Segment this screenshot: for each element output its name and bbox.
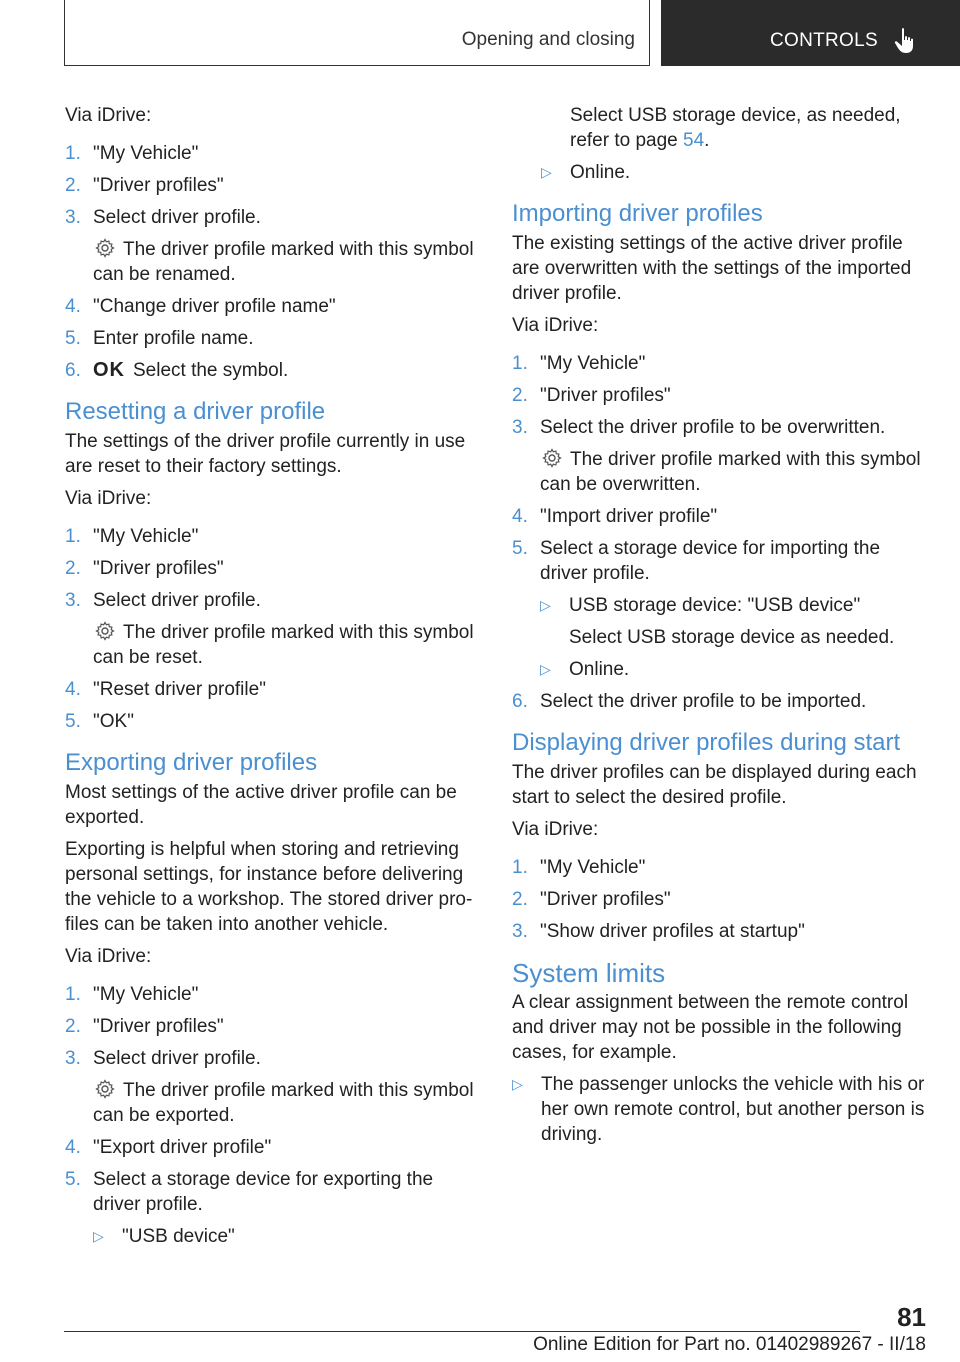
list-item: 2. "Driver profiles" [512, 385, 671, 406]
list-item: 1. "My Vehicle" [65, 984, 199, 1005]
list-item: 4. "Import driver profile" [512, 506, 718, 527]
rename-note: The driver profile marked with this symbol can be renamed. [93, 239, 474, 285]
import-sub-options [540, 593, 932, 618]
page-number: 81 [897, 1302, 926, 1332]
list-item: 3. Select driver profile. [65, 590, 261, 611]
footer-divider [64, 1331, 860, 1332]
rename-steps [65, 141, 485, 230]
pointing-hand-icon [893, 27, 919, 55]
header-chapter-title: CONTROLS [770, 30, 878, 51]
list-item: 4. "Change driver profile name" [65, 296, 336, 317]
list-item: 4. "Export driver profile" [65, 1137, 272, 1158]
header-section-title: Opening and closing [461, 29, 635, 50]
import-note: The driver profile marked with this symbol can be overwritten. [540, 449, 921, 495]
list-item: 5. Select a storage device for importing the driver profile. ▷ USB storage device: "USB device" Select USB storage device as needed. ▷ Online. [512, 536, 932, 682]
via-idrive-label: Via iDrive: [65, 105, 152, 126]
limits-bullets [512, 1072, 932, 1147]
export-intro-1: Most settings of the active driver profile can be exported. [65, 782, 457, 828]
gear-icon [95, 238, 115, 258]
import-sub-options-2 [540, 657, 932, 682]
via-idrive-label: Via iDrive: [65, 488, 152, 509]
reset-note: The driver profile marked with this symbol can be reset. [93, 622, 474, 668]
list-item: 2. "Driver profiles" [65, 1016, 224, 1037]
left-column [65, 103, 485, 1256]
rename-steps-continued [65, 294, 485, 383]
triangle-right-icon: ▷ [512, 1076, 523, 1092]
reset-intro: The settings of the driver profile currently in use are reset to their factory settings. [65, 431, 466, 477]
list-item: 2. "Driver profiles" [65, 558, 224, 579]
list-item: ▷ Online. [541, 162, 631, 183]
reset-steps-continued [65, 677, 485, 734]
export-note: The driver profile marked with this symbol can be exported. [93, 1080, 474, 1126]
via-idrive-label: Via iDrive: [512, 819, 599, 840]
list-item: 4. "Reset driver profile" [65, 679, 266, 700]
triangle-right-icon: ▷ [93, 1228, 104, 1244]
list-item: 1. "My Vehicle" [65, 143, 199, 164]
triangle-right-icon: ▷ [540, 661, 551, 677]
list-item: 6. Select the driver profile to be imported. [512, 691, 867, 712]
export-steps [65, 982, 485, 1071]
display-steps [512, 855, 932, 944]
list-item: ▷ "USB device" [93, 1226, 235, 1247]
footer-edition: Online Edition for Part no. 01402989267 - II/18 [533, 1334, 926, 1355]
continued-usb-note: Select USB storage device, as needed, refer to page 54. [570, 105, 901, 151]
limits-intro: A clear assignment between the remote control and driver may not be possible in the following cases, for example. [512, 992, 909, 1063]
list-item: 3. "Show driver profiles at startup" [512, 921, 805, 942]
via-idrive-label: Via iDrive: [65, 946, 152, 967]
gear-icon [542, 448, 562, 468]
reset-steps [65, 524, 485, 613]
list-item: 1. "My Vehicle" [512, 353, 646, 374]
list-item: 3. Select driver profile. [65, 1048, 261, 1069]
import-sub-note: Select USB storage device as needed. [569, 627, 895, 648]
display-heading: Displaying driver profiles during start [512, 729, 901, 756]
list-item: 3. Select the driver profile to be overwritten. [512, 417, 886, 438]
triangle-right-icon: ▷ [540, 597, 551, 613]
list-item: ▷ USB storage device: "USB device" [540, 595, 861, 616]
import-intro: The existing settings of the active driver profile are overwritten with the settings of the imported driver profile. [512, 233, 912, 304]
reset-heading: Resetting a driver profile [65, 398, 326, 425]
ok-icon: OK [93, 359, 125, 381]
list-item: 1. "My Vehicle" [512, 857, 646, 878]
list-item: 5. "OK" [65, 711, 134, 732]
right-column [512, 103, 932, 1154]
limits-heading: System limits [512, 958, 666, 988]
display-intro: The driver profiles can be displayed during each start to select the desired profile. [512, 762, 917, 808]
import-steps [512, 351, 932, 440]
triangle-right-icon: ▷ [541, 164, 552, 180]
import-steps-continued [512, 504, 932, 714]
export-steps-continued [65, 1135, 485, 1249]
export-intro-2: Exporting is helpful when storing and retrieving personal settings, for instance before delivering the vehicle to a workshop. The stored driver pro‐ files can be taken into another vehicle. [65, 839, 473, 935]
gear-icon [95, 1079, 115, 1099]
export-sub-options [93, 1224, 485, 1249]
list-item: 1. "My Vehicle" [65, 526, 199, 547]
list-item: ▷ The passenger unlocks the vehicle with his or her own remote control, but another person is driving. [512, 1074, 925, 1145]
list-item: ▷ Online. [540, 659, 630, 680]
export-heading: Exporting driver profiles [65, 749, 318, 776]
import-heading: Importing driver profiles [512, 200, 763, 227]
list-item: 3. Select driver profile. [65, 207, 261, 228]
gear-icon [95, 621, 115, 641]
list-item: 5. Enter profile name. [65, 328, 254, 349]
list-item: 2. "Driver profiles" [512, 889, 671, 910]
header-section-tab [64, 0, 650, 66]
page-reference-link[interactable]: 54 [683, 130, 705, 151]
via-idrive-label: Via iDrive: [512, 315, 599, 336]
list-item: 2. "Driver profiles" [65, 175, 224, 196]
list-item: 5. Select a storage device for exporting the driver profile. ▷ "USB device" [65, 1167, 485, 1249]
list-item: 6. OK Select the symbol. [65, 359, 289, 381]
continued-options [512, 160, 932, 185]
